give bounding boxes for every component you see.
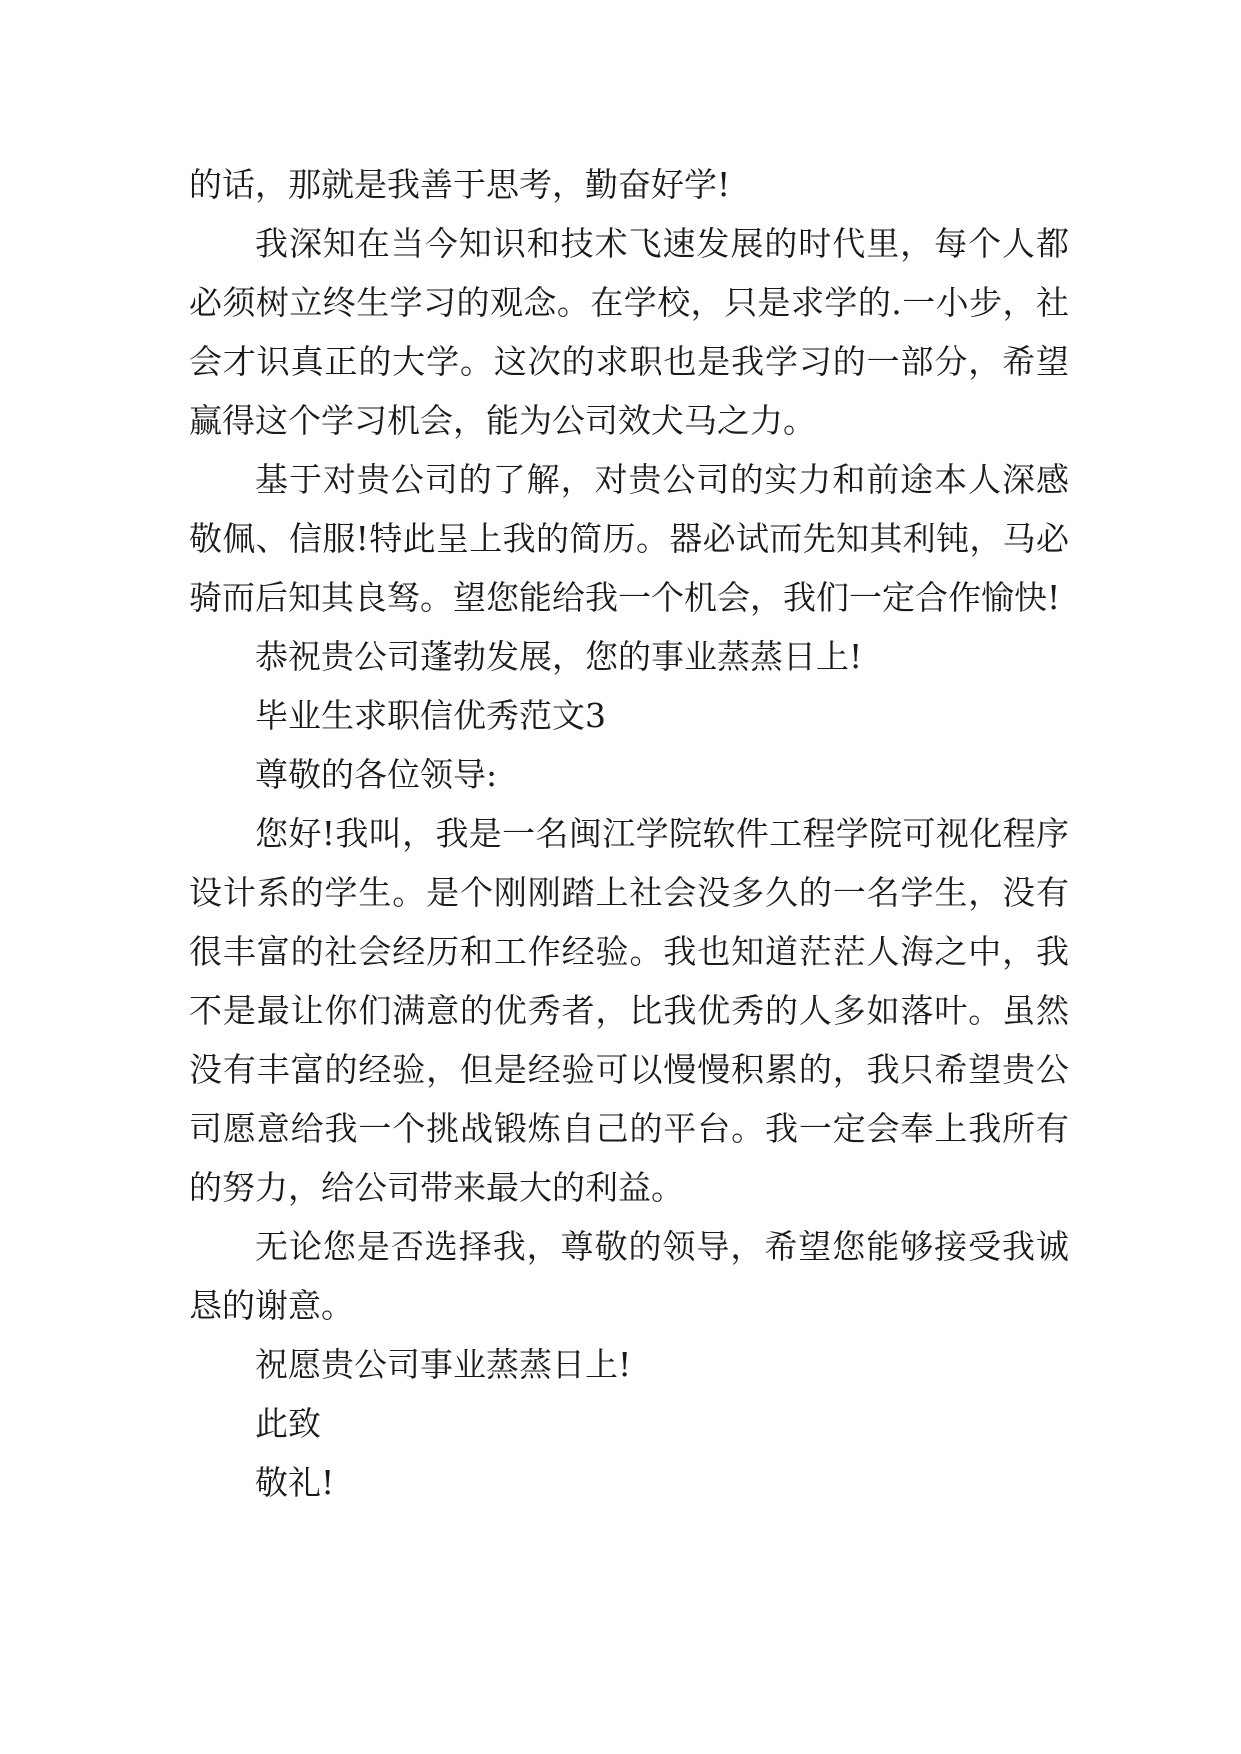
paragraph-wishes: 祝愿贵公司事业蒸蒸日上! bbox=[255, 1345, 632, 1384]
closing-ci-zhi: 此致 bbox=[255, 1404, 321, 1443]
paragraph-thanks: 无论您是否选择我，尊敬的领导，希望您能够接受我诚恳的谢意。 bbox=[189, 1227, 1069, 1325]
paragraph-self-introduction: 您好!我叫，我是一名闽江学院软件工程学院可视化程序设计系的学生。是个刚刚踏上社会没多久的一名学生，没有很丰富的社会经历和工作经验。我也知道茫茫人海之中，我不是最让你们满意的优秀者，比我优秀的人多如落叶。虽然没有丰富的经验，但是经验可以慢慢积累的，我只希望贵公司愿意给我一个挑战锻炼自己的平台。我一定会奉上我所有的努力，给公司带来最大的利益。 bbox=[189, 814, 1069, 1207]
closing-jing-li: 敬礼! bbox=[255, 1463, 335, 1502]
salutation: 尊敬的各位领导: bbox=[255, 755, 498, 794]
paragraph-lifelong-learning: 我深知在当今知识和技术飞速发展的时代里，每个人都必须树立终生学习的观念。在学校，只是求学的.一小步，社会才识真正的大学。这次的求职也是我学习的一部分，希望赢得这个学习机会，能为公司效犬马之力。 bbox=[189, 224, 1069, 440]
section-title: 毕业生求职信优秀范文3 bbox=[255, 696, 606, 735]
paragraph-congratulations: 恭祝贵公司蓬勃发展，您的事业蒸蒸日上! bbox=[255, 637, 863, 676]
paragraph-continuation: 的话，那就是我善于思考，勤奋好学! bbox=[189, 165, 731, 204]
paragraph-company-respect: 基于对贵公司的了解，对贵公司的实力和前途本人深感敬佩、信服!特此呈上我的简历。器必试而先知其利钝，马必骑而后知其良驽。望您能给我一个机会，我们一定合作愉快! bbox=[189, 460, 1069, 617]
letter-body bbox=[189, 155, 1069, 1512]
